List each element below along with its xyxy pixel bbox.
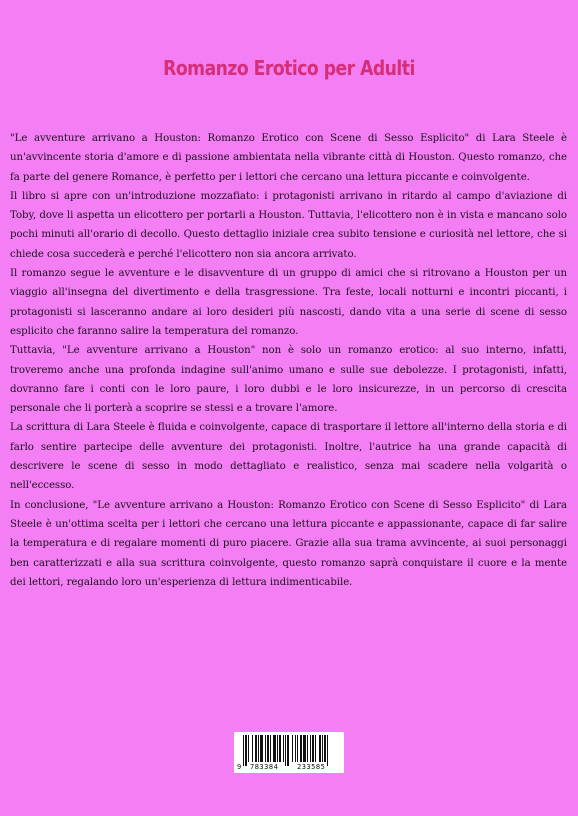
barcode-first-digit: 9 <box>237 763 242 771</box>
barcode-bar <box>300 735 302 762</box>
barcode-bar <box>312 735 314 762</box>
barcode-bar <box>307 735 308 762</box>
barcode-bar <box>248 735 249 762</box>
barcode-bar <box>260 735 263 762</box>
synopsis-paragraph: Il romanzo segue le avventure e le disavventure di un gruppo di amici che si ritrovano a Houston per un viaggio all'insegna del divertimento e della trasgressione. Tra feste, locali notturni e incontri piccanti, i protagonisti si lasceranno andare ai loro desideri più nascosti, dando vita a una serie di scene di sesso esplicito che faranno salire la temperatura del romanzo. <box>10 268 567 337</box>
barcode-bar <box>279 735 281 762</box>
synopsis-paragraph: Tuttavia, "Le avventure arrivano a Houston" non è solo un romanzo erotico: al suo interno, infatti, troveremo anche una profonda indagine sull'animo umano e sulle sue debolezze. I protagonisti, infatti, dovranno fare i conti con le loro paure, i loro dubbi e le loro insicurezze, in un percorso di crescita personale che li porterà a scoprire se stessi e a trovare l'amore. <box>10 345 567 415</box>
barcode-bar <box>283 735 284 762</box>
barcode-bar <box>310 735 311 762</box>
barcode-bar <box>265 735 266 762</box>
synopsis-paragraph: In conclusione, "Le avventure arrivano a Houston: Romanzo Erotico con Scene di Sesso Esplicito" di Lara Steele è un'ottima scelta per i lettori che cercano una lettura piccante e appassionante, capace di far salire la temperatura e di regalare momenti di puro piacere. Grazie alla sua trama avvincente, ai suoi personaggi ben caratterizzati e alla sua scrittura coinvolgente, questo romanzo saprà conquistare il cuore e la mente dei lettori, regalando loro un'esperienza di lettura indimenticabile. <box>10 499 567 588</box>
barcode-bar <box>292 735 293 762</box>
barcode-bar <box>315 735 316 762</box>
barcode-bar <box>267 735 269 762</box>
barcode-bar <box>252 735 253 762</box>
barcode-digits <box>234 762 344 772</box>
barcode-bar <box>319 735 321 762</box>
isbn-barcode <box>234 732 344 773</box>
synopsis-paragraph: Il libro si apre con un'introduzione mozzafiato: i protagonisti arrivano in ritardo al campo d'aviazione di Toby, dove li aspetta un elicottero per portarli a Houston. Tuttavia, l'elicottero non è in vista e mancano solo pochi minuti all'orario di decollo. Questo dettaglio iniziale crea subito tensione e curiosità nel lettore, che si chiede cosa succederà e perché l'elicottero non sia ancora arrivato. <box>10 190 567 260</box>
cover-title: Romanzo Erotico per Adulti <box>163 56 415 80</box>
barcode-bar <box>255 735 257 762</box>
barcode-bar <box>303 735 306 762</box>
barcode-bar <box>324 735 326 762</box>
barcode-right-digits: 233585 <box>297 763 326 771</box>
synopsis-paragraph: La scrittura di Lara Steele è fluida e coinvolgente, capace di trasportare il lettore all'interno della storia e di farlo sentire partecipe delle avventure dei protagonisti. Inoltre, l'autrice ha una grande capacità di descrivere le scene di sesso in modo dettagliato e realistico, senza mai scadere nella volgarità o nell'eccesso. <box>10 422 567 492</box>
barcode-bar <box>258 735 259 762</box>
barcode-bar <box>277 735 278 762</box>
barcode-bar <box>270 735 271 762</box>
barcode-bar <box>297 735 298 762</box>
synopsis-text <box>10 129 567 592</box>
barcode-bar <box>273 735 276 762</box>
barcode-bar <box>322 735 323 762</box>
barcode-bar <box>295 735 296 762</box>
synopsis-paragraph: "Le avventure arrivano a Houston: Romanzo Erotico con Scene di Sesso Esplicito" di Lara Steele è un'avvincente storia d'amore e di passione ambientata nella vibrante città di Houston. Questo romanzo, che fa parte del genere Romance, è perfetto per i lettori che cercano una lettura piccante e coinvolgente. <box>10 133 567 183</box>
barcode-left-digits: 783384 <box>250 763 279 771</box>
